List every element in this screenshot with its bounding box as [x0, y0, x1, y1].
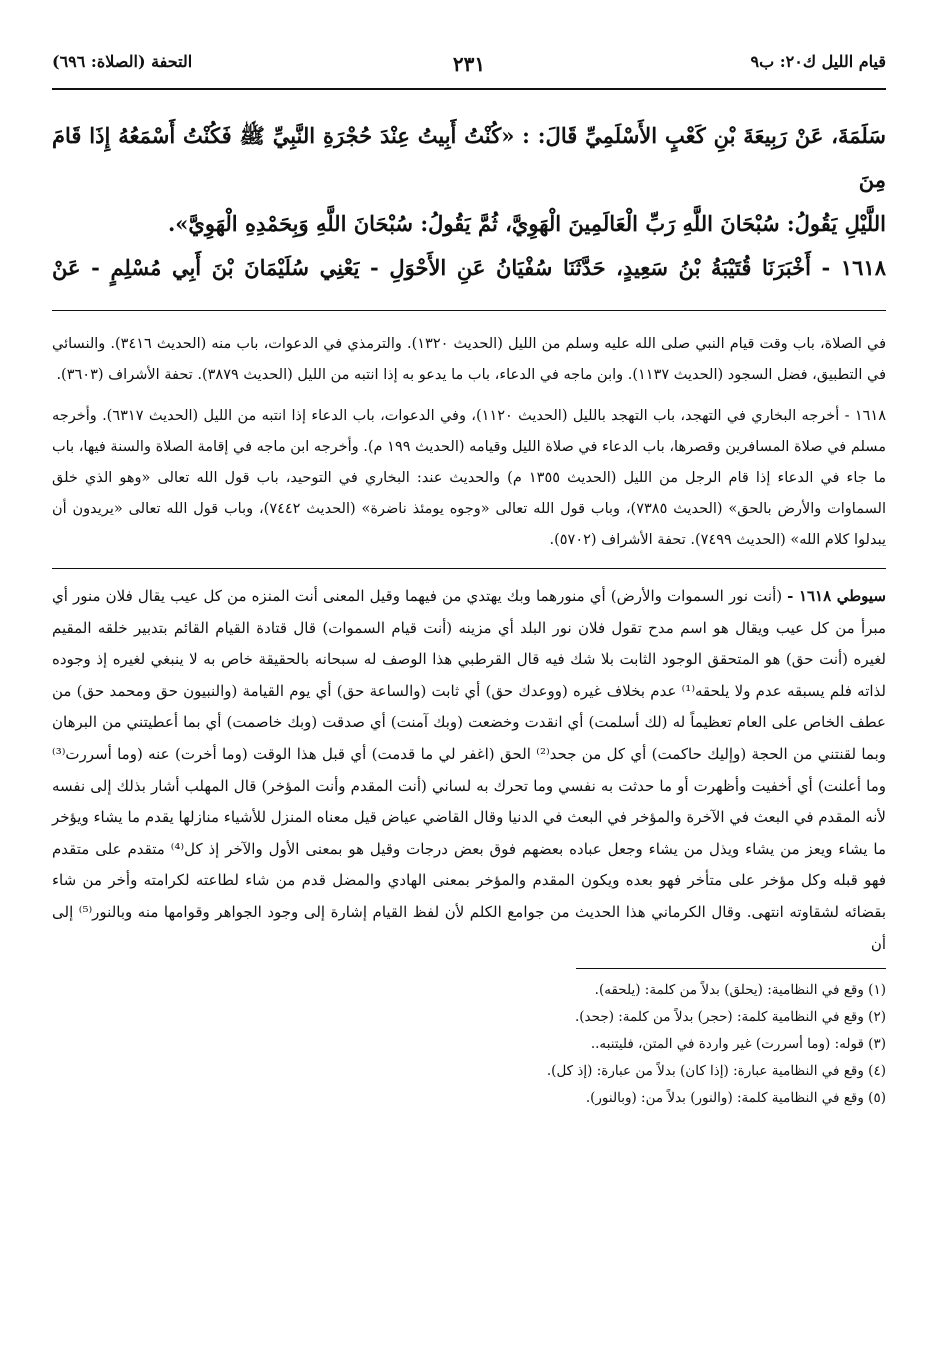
footnote: (٤) وقع في النظامية عبارة: (إذا كان) بدلاً من عبارة: (إذ كل). [546, 1063, 886, 1080]
page-header [52, 52, 886, 86]
takhrij-paragraph: في الصلاة، باب وقت قيام النبي صلى الله عليه وسلم من الليل (الحديث ١٣٢٠). والترمذي في الدعوات، باب منه (الحديث ٣٤١٦). والنسائي في التطبيق، فضل السجود (الحديث ١١٣٧). وابن ماجه في الدعاء، باب ما يدعو به إذا انتبه من الليل (الحديث ٣٨٧٩). تحفة الأشراف (٣٦٠٣). [52, 336, 887, 383]
page-number: ٢٣١ [452, 52, 486, 76]
running-title: قيام الليل ك٢٠: ب٩ [750, 52, 886, 71]
section-divider [52, 310, 886, 311]
hadith-text [52, 114, 886, 290]
takhrij-section [52, 329, 886, 556]
footnotes [52, 977, 886, 1112]
commentary-label: سيوطي ١٦١٨ - [787, 587, 886, 605]
commentary-paragraph [52, 581, 886, 960]
footnote: (١) وقع في النظامية: (يحلق) بدلاً من كلمة: (يلحقه). [594, 982, 886, 999]
commentary-section [52, 581, 886, 960]
hadith-line: اللَّيْلِ يَقُولُ: سُبْحَانَ اللَّهِ رَبِّ الْعَالَمِينَ الْهَوِيَّ، ثُمَّ يَقُولُ: سُبْحَانَ اللَّهِ وَبِحَمْدِهِ الْهَوِيَّ». [168, 211, 886, 236]
footnote: (٢) وقع في النظامية كلمة: (حجر) بدلاً من كلمة: (جحد). [574, 1009, 886, 1026]
footnote-divider [576, 968, 886, 969]
commentary-text: (أنت نور السموات والأرض) أي منورهما وبك يهتدي من فيهما وقيل المعنى أنت المنزه من كل عيب يقال فلان منور أي مبرأ من كل عيب ويقال هو اسم مدح تقول فلان نور البلد أي مزينه (أنت قيام السموات) قال قتادة القيام القائم بتدبير خلقه المقيم لغيره (أنت حق) هو المتحقق الوجود الثابت بلا شك فيه قال القرطبي هذا الوصف له سبحانه بالحقيقة خاص به لا ينبغي لغيره إذ وجوده لذاته فلم يسبقه عدم ولا يلحقه⁽¹⁾ عدم بخلاف غيره (ووعدك حق) أي ثابت (والساعة حق) أي يوم القيامة (والنبيون حق ومحمد حق) من عطف الخاص على العام تعظيماً له (لك أسلمت) أي انقدت وخضعت (وبك آمنت) أي صدقت (وبك خاصمت) أي بما أعطيتني من البرهان وبما لقنتني من الحجة (وإليك حاكمت) أي كل من جحد⁽²⁾ الحق (اغفر لي ما قدمت) أي قبل هذا الوقت (وما أخرت) عنه (وما أسررت⁽³⁾ وما أعلنت) أي أخفيت وأظهرت أو ما حدثت به نفسي وما تحرك به لساني (أنت المقدم وأنت المؤخر) قال المهلب أشار بذلك إلى نفسه لأنه المقدم في البعث في الآخرة والمؤخر في البعث في الدنيا وقال القاضي عياض قيل معناه المنزل للأشياء منازلها يقدم ما يشاء ويؤخر ما يشاء ويعز من يشاء ويذل من يشاء وجعل عباده بعضهم فوق بعض درجات وقيل هو بمعنى الأول والآخر إذ كل⁽⁴⁾ متقدم على متقدم فهو قبله وكل مؤخر على متأخر فهو بعده ويكون المقدم والمؤخر بمعنى الهادي والمضل قدم من شاء لطاعته لكرامته وأخر من شاء بقضائه لشقاوته انتهى. وقال الكرماني هذا الحديث من جوامع الكلم لأن لفظ القيام إشارة إلى وجود الجواهر وقوامها منه وبالنور⁽⁵⁾ إلى أن [52, 587, 887, 953]
footnote: (٣) قوله: (وما أسررت) غير واردة في المتن، فليتنبه.. [590, 1036, 886, 1053]
header-divider [52, 88, 886, 90]
commentary-divider [52, 568, 886, 569]
reference-citation: التحفة (الصلاة: ٦٩٦) [52, 52, 193, 71]
footnote: (٥) وقع في النظامية كلمة: (والنور) بدلاً من: (وبالنور). [585, 1090, 886, 1107]
hadith-line: سَلَمَةَ، عَنْ رَبِيعَةَ بْنِ كَعْبٍ الأَسْلَمِيِّ قَالَ: : «كُنْتُ أَبِيتُ عِنْدَ حُجْرَةِ النَّبِيِّ ﷺ فَكُنْتُ أَسْمَعُهُ إِذَا قَامَ مِنَ [52, 123, 886, 192]
hadith-line: ١٦١٨ - أَخْبَرَنَا قُتَيْبَةُ بْنُ سَعِيدٍ، حَدَّثَنَا سُفْيَانُ عَنِ الأَحْوَلِ - يَعْنِي سُلَيْمَانَ بْنَ أَبِي مُسْلِمٍ - عَنْ [52, 255, 886, 280]
book-page [52, 52, 886, 1112]
takhrij-paragraph: ١٦١٨ - أخرجه البخاري في التهجد، باب التهجد بالليل (الحديث ١١٢٠)، وفي الدعوات، باب الدعاء إذا انتبه من الليل (الحديث ٦٣١٧). وأخرجه مسلم في صلاة المسافرين وقصرها، باب الدعاء في صلاة الليل وقيامه (الحديث ١٩٩ م). وأخرجه ابن ماجه في إقامة الصلاة والسنة فيها، باب ما جاء في الدعاء إذا قام الرجل من الليل (الحديث ١٣٥٥ م) والحديث عند: البخاري في التوحيد، باب قول الله تعالى «وهو الذي خلق السماوات والأرض بالحق» (الحديث ٧٣٨٥)، وباب قول الله تعالى «وجوه يومئذ ناضرة» (الحديث ٧٤٤٢)، وباب قول الله تعالى «يريدون أن يبدلوا كلام الله» (الحديث ٧٤٩٩). تحفة الأشراف (٥٧٠٢). [52, 408, 887, 548]
